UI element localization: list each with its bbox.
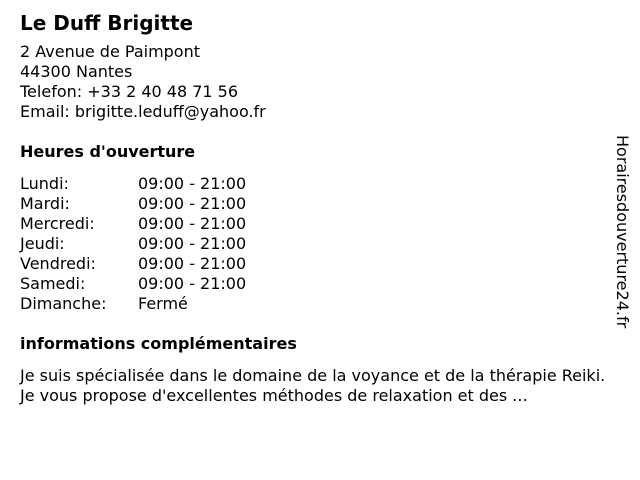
day-time: 09:00 - 21:00 xyxy=(138,174,247,193)
day-time: 09:00 - 21:00 xyxy=(138,274,247,293)
address-line2: 44300 Nantes xyxy=(20,62,133,81)
day-label: Dimanche: xyxy=(20,294,107,313)
hours-row-samedi xyxy=(20,274,610,294)
hours-row-dimanche xyxy=(20,294,610,314)
day-time: 09:00 - 21:00 xyxy=(138,254,247,273)
info-heading: informations complémentaires xyxy=(20,334,297,353)
day-time: 09:00 - 21:00 xyxy=(138,214,247,233)
day-time: 09:00 - 21:00 xyxy=(138,234,247,253)
email-address: Email: brigitte.leduff@yahoo.fr xyxy=(20,102,266,121)
hours-row-mercredi xyxy=(20,214,610,234)
day-label: Mardi: xyxy=(20,194,70,213)
hours-row-jeudi xyxy=(20,234,610,254)
day-label: Mercredi: xyxy=(20,214,95,233)
address-line1: 2 Avenue de Paimpont xyxy=(20,42,201,61)
hours-row-mardi xyxy=(20,194,610,214)
hours-heading: Heures d'ouverture xyxy=(20,142,196,161)
info-description: Je suis spécialisée dans le domaine de la voyance et de la thérapie Reiki. Je vous propose d'excellentes méthodes de relaxation et des ... xyxy=(20,366,606,405)
day-label: Jeudi: xyxy=(20,234,65,253)
day-label: Lundi: xyxy=(20,174,69,193)
listing-card xyxy=(20,10,610,406)
day-time: 09:00 - 21:00 xyxy=(138,194,247,213)
hours-table xyxy=(20,174,610,314)
business-name: Le Duff Brigitte xyxy=(20,11,194,35)
day-label: Vendredi: xyxy=(20,254,96,273)
day-time: Fermé xyxy=(138,294,188,313)
phone-number: Telefon: +33 2 40 48 71 56 xyxy=(20,82,239,101)
site-watermark: Horairesdouverture24.fr xyxy=(613,135,632,329)
hours-row-lundi xyxy=(20,174,610,194)
hours-row-vendredi xyxy=(20,254,610,274)
day-label: Samedi: xyxy=(20,274,86,293)
